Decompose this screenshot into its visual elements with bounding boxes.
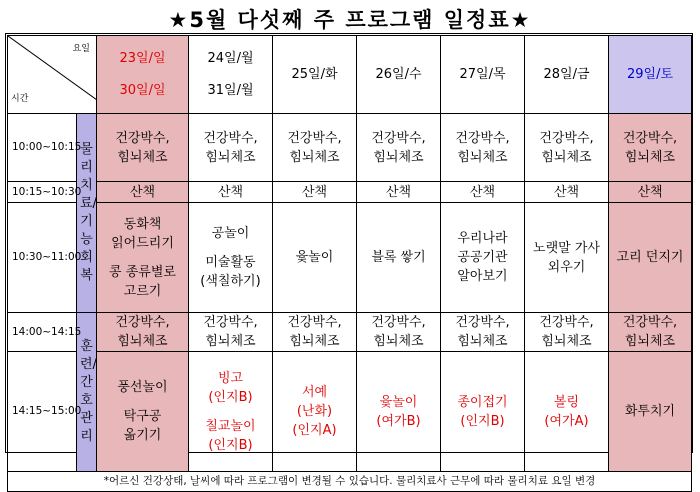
day-date: 30일/일 (119, 83, 166, 98)
activity-cell (97, 114, 189, 182)
day-header-sun (97, 36, 189, 114)
activity-cell (97, 203, 189, 313)
activity-line: 노랫말 가사 (533, 240, 600, 256)
activity-cell (189, 182, 273, 203)
activity-line: 산책 (553, 184, 580, 200)
activity-line: 힘뇌체조 (205, 334, 256, 349)
activity-line: 힘뇌체조 (457, 149, 508, 165)
activity-line: 건강박수, (115, 315, 170, 330)
activity-cell (273, 182, 357, 203)
schedule-row (8, 114, 692, 182)
activity-line: (인지A) (292, 423, 337, 438)
activity-line: 힘뇌체조 (289, 334, 340, 349)
activity-line: (여가A) (544, 413, 589, 429)
category-label: 물리치료/기능회복 (80, 142, 97, 283)
activity-cell (525, 114, 609, 182)
activity-cell (609, 352, 692, 472)
activity-line: 서예 (301, 385, 328, 400)
activity-line: 산책 (385, 184, 412, 200)
activity-cell (189, 352, 273, 472)
activity-line: 동화책 (123, 216, 162, 232)
activity-line: 힘뇌체조 (289, 149, 340, 165)
schedule-row (8, 352, 692, 472)
day-header-fri: 28일/금 (525, 36, 609, 114)
activity-cell (357, 203, 441, 313)
footnote: *어르신 건강상태, 날씨에 따라 프로그램이 변경될 수 있습니다. 물리치료사 근무에 따라 물리치료 요일 변경 (8, 472, 692, 492)
activity-cell (525, 313, 609, 352)
activity-cell (441, 313, 525, 352)
activity-line: 산책 (301, 184, 328, 200)
activity-line: 건강박수, (622, 130, 678, 146)
activity-line: 공놀이 (211, 226, 250, 241)
line-gap (189, 243, 272, 253)
activity-line: 콩 종류별로 (109, 264, 176, 280)
activity-cell (357, 352, 441, 472)
activity-line: 힘뇌체조 (624, 149, 676, 165)
day-header-thu: 27일/목 (441, 36, 525, 114)
time-slot: 10:15~10:30 (8, 182, 77, 203)
activity-line: (여가B) (376, 413, 421, 429)
activity-cell (525, 182, 609, 203)
activity-line: 건강박수, (203, 315, 258, 330)
activity-cell (97, 182, 189, 203)
activity-cell (273, 352, 357, 472)
category-physical-therapy (77, 114, 97, 313)
activity-line: 윷놀이 (379, 394, 418, 410)
page-title: ★5월 다섯째 주 프로그램 일정표★ (168, 8, 532, 32)
activity-line: 고르기 (123, 283, 162, 299)
day-header-mon (189, 36, 273, 114)
day-header-wed: 26일/수 (357, 36, 441, 114)
activity-line: 힘뇌체조 (373, 149, 424, 165)
activity-line: (인지B) (460, 413, 505, 429)
activity-cell (441, 114, 525, 182)
activity-line: (인지B) (208, 389, 253, 405)
activity-cell (97, 352, 189, 472)
activity-line: 산책 (469, 184, 496, 200)
activity-line: 건강박수, (371, 315, 426, 330)
activity-line: 읽어드리기 (111, 235, 174, 251)
footnote-row (8, 472, 692, 492)
activity-cell (609, 203, 692, 313)
activity-line: 알아보기 (457, 269, 508, 284)
activity-line: 힘뇌체조 (541, 149, 592, 165)
activity-line: (인지B) (208, 437, 253, 453)
activity-line: (색칠하기) (200, 274, 261, 289)
activity-line: 공공기관 (457, 250, 508, 265)
day-header-tue: 25일/화 (273, 36, 357, 114)
line-gap (97, 397, 188, 407)
day-date: 23일/일 (119, 51, 166, 66)
activity-line: 고리 던지기 (616, 250, 684, 265)
activity-line: 건강박수, (455, 315, 510, 330)
line-gap (189, 407, 272, 417)
activity-cell (97, 313, 189, 352)
activity-cell (357, 182, 441, 203)
activity-line: 건강박수, (622, 315, 678, 330)
schedule-table (7, 35, 692, 492)
activity-cell (273, 313, 357, 352)
activity-cell (441, 203, 525, 313)
activity-line: 힘뇌체조 (373, 334, 424, 349)
activity-line: 힘뇌체조 (541, 334, 592, 349)
activity-line: 힘뇌체조 (117, 149, 168, 165)
time-slot: 10:30~11:00 (8, 203, 77, 313)
activity-cell (273, 203, 357, 313)
activity-line: 칠교놀이 (205, 418, 256, 434)
activity-cell (357, 114, 441, 182)
day-date: 24일/월 (207, 51, 254, 66)
activity-cell (609, 114, 692, 182)
activity-line: 볼링 (553, 394, 580, 410)
activity-line: 건강박수, (287, 130, 342, 146)
activity-line: 외우기 (547, 259, 586, 275)
activity-line: 옮기기 (123, 428, 162, 443)
schedule-row (8, 313, 692, 352)
schedule-row (8, 182, 692, 203)
activity-line: 산책 (129, 184, 156, 200)
activity-cell (441, 182, 525, 203)
activity-line: 힘뇌체조 (457, 334, 508, 349)
day-axis-label: 요일 (72, 44, 90, 54)
activity-line: 힘뇌체조 (117, 334, 168, 349)
activity-line: 우리나라 (457, 231, 508, 246)
activity-cell (189, 114, 273, 182)
corner-cell (8, 36, 97, 114)
activity-cell (441, 352, 525, 472)
activity-line: 미술활동 (205, 255, 256, 270)
activity-line: (난화) (296, 404, 333, 419)
activity-cell (357, 313, 441, 352)
activity-line: 건강박수, (203, 130, 258, 146)
activity-line: 건강박수, (539, 130, 594, 146)
activity-cell (273, 114, 357, 182)
activity-line: 빙고 (217, 370, 244, 386)
activity-line: 탁구공 (123, 409, 162, 424)
activity-cell (525, 352, 609, 472)
header-row (8, 36, 692, 114)
activity-line: 블록 쌓기 (371, 250, 426, 265)
activity-line: 산책 (217, 184, 244, 200)
schedule-row (8, 203, 692, 313)
activity-line: 힘뇌체조 (205, 149, 256, 165)
activity-line: 힘뇌체조 (624, 334, 676, 349)
activity-line: 풍선놀이 (117, 380, 168, 395)
time-axis-label: 시간 (11, 94, 29, 104)
activity-cell (525, 203, 609, 313)
activity-line: 건강박수, (455, 130, 510, 146)
activity-line: 화투치기 (624, 404, 676, 419)
category-label: 훈련/간호관리 (80, 339, 97, 444)
time-slot: 10:00~10:15 (8, 114, 77, 182)
time-slot: 14:00~14:15 (8, 313, 77, 352)
activity-line: 건강박수, (371, 130, 426, 146)
activity-line: 산책 (637, 184, 663, 200)
activity-line: 윷놀이 (295, 250, 334, 265)
activity-cell (609, 182, 692, 203)
activity-line: 건강박수, (539, 315, 594, 330)
activity-cell (189, 313, 273, 352)
day-header-sat: 29일/토 (609, 36, 692, 114)
time-slot: 14:15~15:00 (8, 352, 77, 472)
activity-line: 종이접기 (457, 394, 508, 410)
activity-cell (189, 203, 273, 313)
activity-cell (609, 313, 692, 352)
activity-line: 건강박수, (287, 315, 342, 330)
line-gap (97, 253, 188, 263)
day-date: 31일/월 (207, 83, 254, 98)
activity-line: 건강박수, (115, 130, 170, 146)
